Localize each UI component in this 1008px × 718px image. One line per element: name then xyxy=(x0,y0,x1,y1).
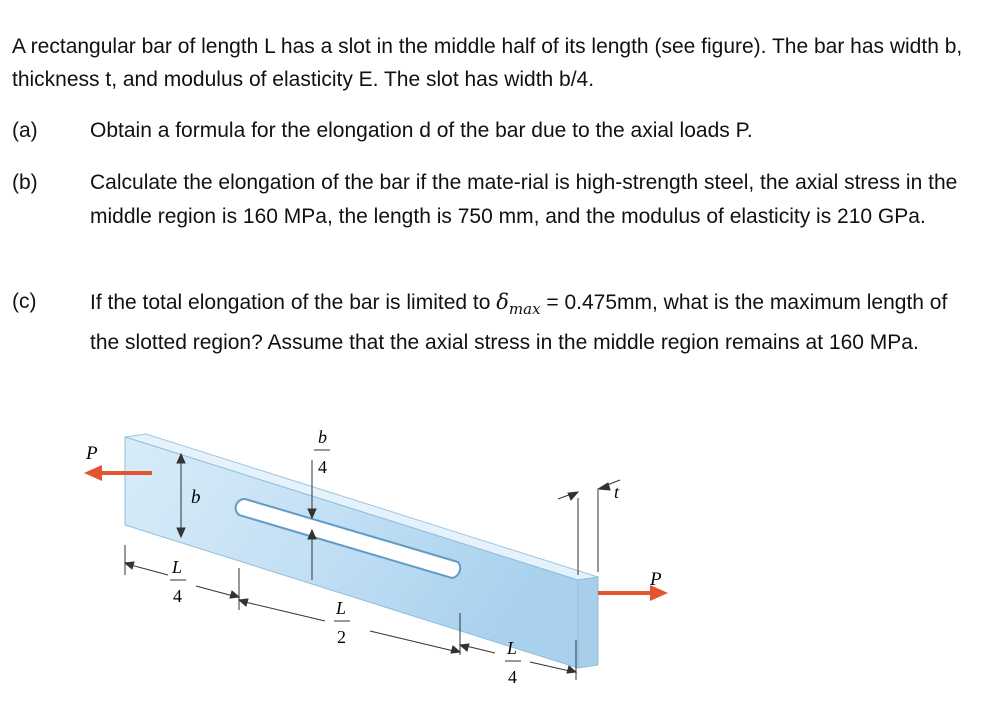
part-a-text: Obtain a formula for the elongation d of the bar due to the axial loads P. xyxy=(90,119,753,142)
delta-symbol: δ xyxy=(496,290,509,314)
slot-width-den: 4 xyxy=(318,457,327,477)
problem-intro: A rectangular bar of length L has a slot in the middle half of its length (see figure). The bar has width b, thickness t, and modulus of elasticity E. The slot has width b/4. xyxy=(12,35,963,91)
part-c-text-after: = 0.475mm, what is the maximum length of the slotted region? Assume that the axial stress in the middle region remains at 160 MPa. xyxy=(90,291,948,355)
mid-length-den: 2 xyxy=(337,627,346,647)
slot-width-num: b xyxy=(318,427,327,447)
part-b-label: (b) xyxy=(12,171,38,194)
end-length-den: 4 xyxy=(173,586,182,606)
delta-subscript: max xyxy=(508,300,541,319)
width-label: b xyxy=(191,487,201,508)
end-length-num: L xyxy=(172,557,183,577)
part-c-text-before: If the total elongation of the bar is limited to xyxy=(90,291,497,314)
part-b-text: Calculate the elongation of the bar if the mate-rial is high-strength steel, the axial stress in the middle region is 160 MPa, the length is 750 mm, and the modulus of elasticity is 210 GPa. xyxy=(90,171,958,228)
bar-side-face xyxy=(578,577,598,668)
thickness-label: t xyxy=(614,482,620,502)
end2-length-num: L xyxy=(507,638,518,658)
end2-length-den: 4 xyxy=(508,667,517,687)
part-c-label: (c) xyxy=(12,290,37,313)
left-load-label: P xyxy=(86,443,98,464)
thickness-dimension xyxy=(558,480,620,575)
right-load-label: P xyxy=(650,569,662,590)
part-a-label: (a) xyxy=(12,119,38,142)
mid-length-num: L xyxy=(336,598,347,618)
